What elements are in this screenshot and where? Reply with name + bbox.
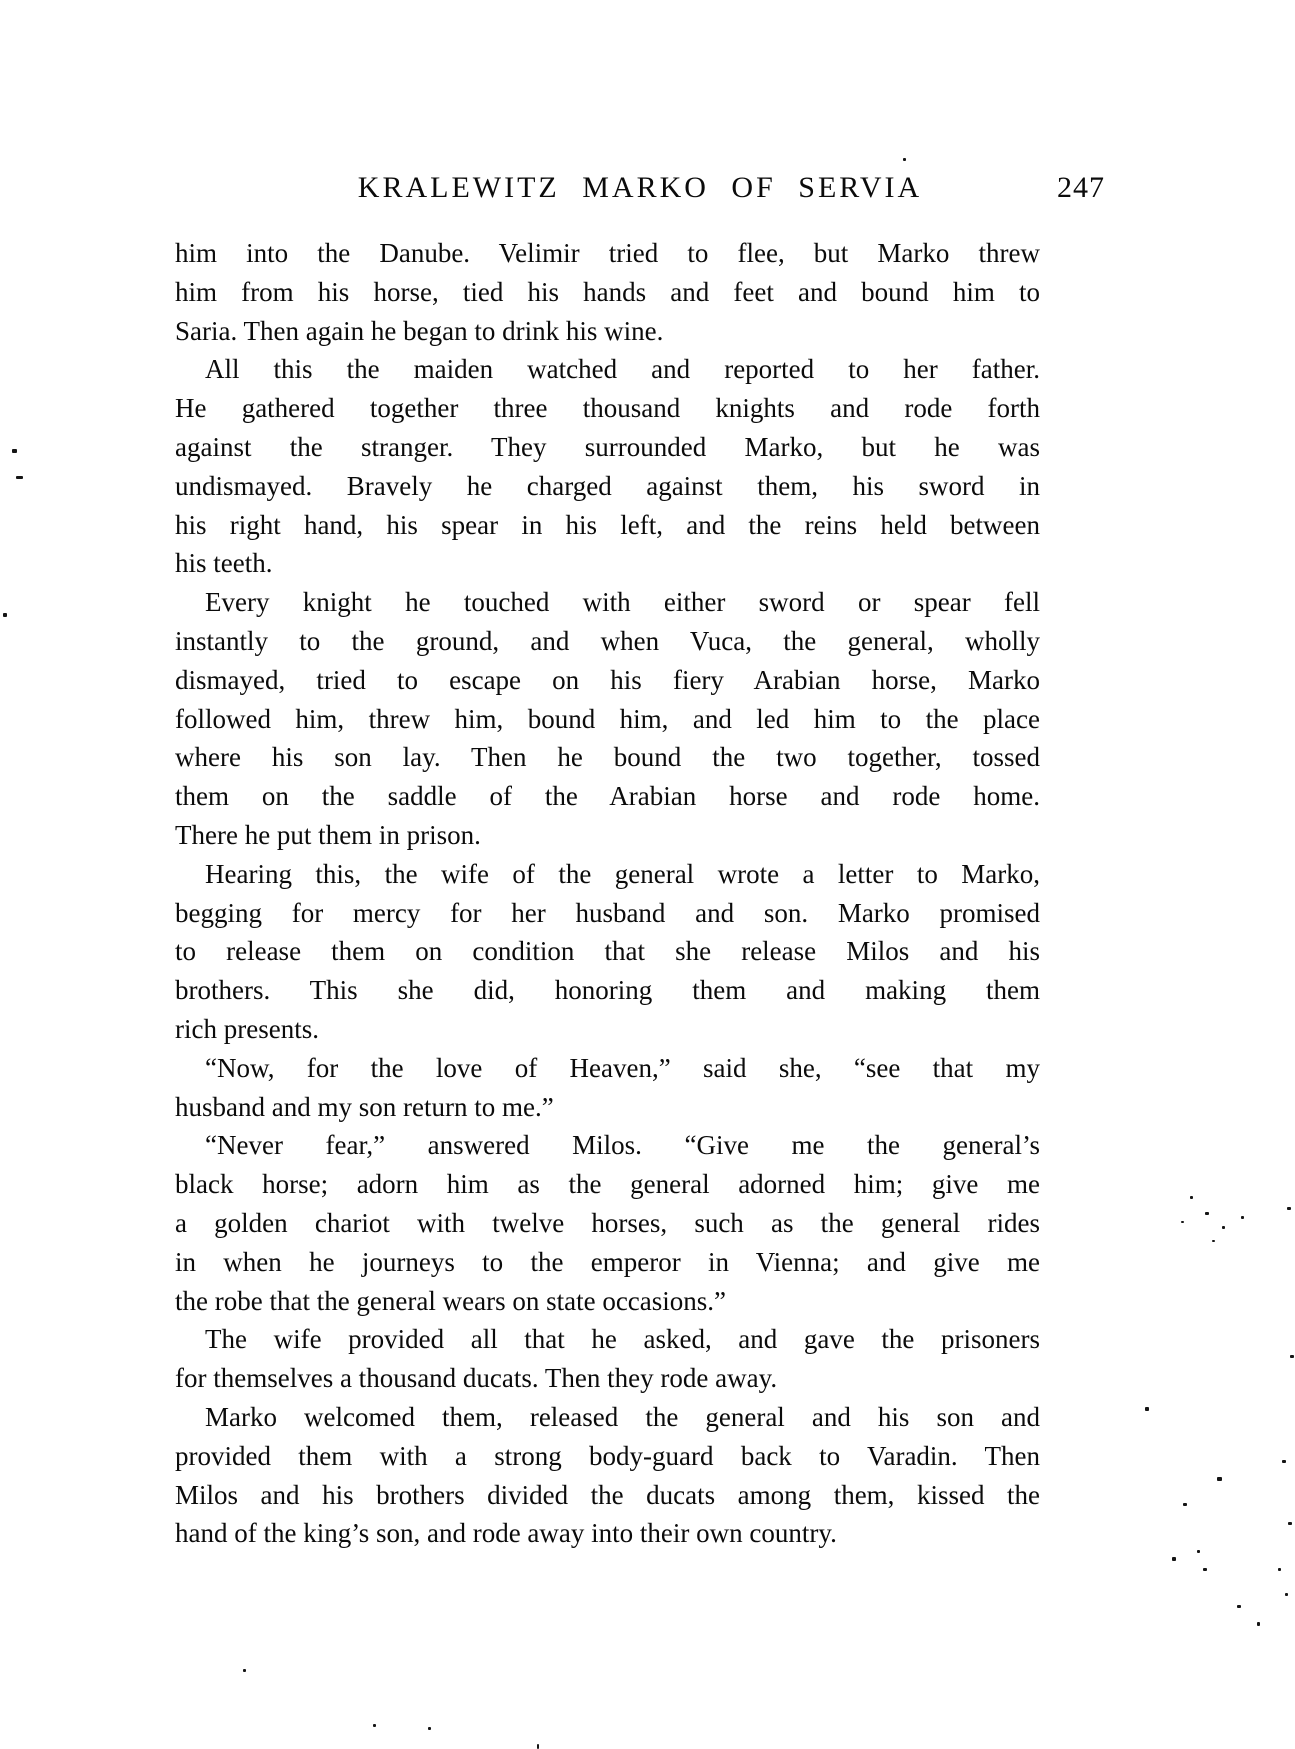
scan-speck bbox=[12, 449, 17, 453]
text-line: Marko welcomed them, released the general and his son and bbox=[205, 1401, 1040, 1432]
scan-speck bbox=[903, 158, 906, 161]
scan-speck bbox=[1287, 1207, 1291, 1210]
scan-speck bbox=[1190, 1196, 1193, 1199]
text-line: dismayed, tried to escape on his fiery Arabian horse, Marko bbox=[175, 664, 1040, 695]
text-line: him from his horse, tied his hands and feet and bound him to bbox=[175, 276, 1040, 307]
paragraph bbox=[175, 1398, 1040, 1553]
scan-speck bbox=[1203, 1568, 1207, 1571]
text-line: He gathered together three thousand knights and rode forth bbox=[175, 393, 1040, 424]
text-line: them on the saddle of the Arabian horse and rode home. bbox=[175, 781, 1040, 812]
paragraph bbox=[175, 350, 1040, 583]
scan-speck bbox=[1288, 1522, 1292, 1525]
scan-speck bbox=[537, 1744, 539, 1749]
paragraph bbox=[175, 234, 1040, 350]
scan-speck bbox=[243, 1669, 246, 1672]
text-line: followed him, threw him, bound him, and led him to the place bbox=[175, 703, 1040, 734]
scan-speck bbox=[16, 476, 23, 479]
page-number: 247 bbox=[1057, 171, 1105, 204]
scan-speck bbox=[1282, 1460, 1286, 1463]
scan-speck bbox=[373, 1724, 376, 1727]
running-head-title: KRALEWITZ MARKO OF SERVIA bbox=[357, 171, 923, 204]
scan-speck bbox=[1181, 1221, 1184, 1223]
scan-speck bbox=[1278, 1568, 1281, 1571]
text-line: begging for mercy for her husband and son. Marko promised bbox=[175, 897, 1040, 928]
text-line: for themselves a thousand ducats. Then they rode away. bbox=[175, 1363, 778, 1394]
text-line: instantly to the ground, and when Vuca, the general, wholly bbox=[175, 625, 1040, 656]
text-line: where his son lay. Then he bound the two together, tossed bbox=[175, 742, 1040, 773]
text-line: All this the maiden watched and reported to her father. bbox=[205, 354, 1040, 385]
text-line: his teeth. bbox=[175, 548, 273, 579]
paragraph bbox=[175, 1126, 1040, 1320]
text-line: “Never fear,” answered Milos. “Give me the general’s bbox=[205, 1130, 1040, 1161]
text-line: hand of the king’s son, and rode away into their own country. bbox=[175, 1518, 837, 1549]
text-line: There he put them in prison. bbox=[175, 819, 481, 850]
text-line: in when he journeys to the emperor in Vienna; and give me bbox=[175, 1246, 1040, 1277]
text-line: husband and my son return to me.” bbox=[175, 1091, 554, 1122]
scan-speck bbox=[1217, 1477, 1222, 1481]
scan-speck bbox=[1241, 1216, 1244, 1219]
scan-speck bbox=[1212, 1240, 1215, 1242]
text-line: “Now, for the love of Heaven,” said she, “see that my bbox=[205, 1052, 1040, 1083]
scan-speck bbox=[1222, 1226, 1225, 1229]
text-line: a golden chariot with twelve horses, such as the general rides bbox=[175, 1207, 1040, 1238]
text-line: undismayed. Bravely he charged against them, his sword in bbox=[175, 470, 1040, 501]
scan-speck bbox=[1172, 1557, 1176, 1561]
text-line: Every knight he touched with either sword or spear fell bbox=[205, 587, 1040, 618]
scan-speck bbox=[1197, 1550, 1200, 1553]
text-line: to release them on condition that she release Milos and his bbox=[175, 936, 1040, 967]
scan-speck bbox=[1183, 1503, 1187, 1506]
scan-speck bbox=[1205, 1212, 1209, 1215]
text-line: provided them with a strong body-guard back to Varadin. Then bbox=[175, 1440, 1040, 1471]
text-line: against the stranger. They surrounded Marko, but he was bbox=[175, 431, 1040, 462]
scan-speck bbox=[3, 613, 7, 617]
page-header bbox=[175, 168, 1105, 210]
text-line: rich presents. bbox=[175, 1013, 319, 1044]
text-line: the robe that the general wears on state occasions.” bbox=[175, 1285, 727, 1316]
scan-speck bbox=[428, 1727, 431, 1730]
text-line: Saria. Then again he began to drink his wine. bbox=[175, 315, 664, 346]
text-line: him into the Danube. Velimir tried to flee, but Marko threw bbox=[175, 238, 1040, 268]
paragraph bbox=[175, 1049, 1040, 1127]
text-line: brothers. This she did, honoring them and making them bbox=[175, 975, 1040, 1006]
text-line: his right hand, his spear in his left, and the reins held between bbox=[175, 509, 1040, 540]
scan-speck bbox=[1285, 1593, 1288, 1596]
body-text bbox=[175, 234, 1040, 1553]
text-line: Milos and his brothers divided the ducats among them, kissed the bbox=[175, 1479, 1040, 1510]
paragraph bbox=[175, 1320, 1040, 1398]
scan-speck bbox=[1290, 1355, 1294, 1358]
scan-speck bbox=[1145, 1407, 1149, 1411]
paragraph bbox=[175, 855, 1040, 1049]
scan-speck bbox=[1257, 1622, 1260, 1626]
text-line: The wife provided all that he asked, and gave the prisoners bbox=[205, 1324, 1040, 1355]
text-line: black horse; adorn him as the general adorned him; give me bbox=[175, 1169, 1040, 1200]
scan-speck bbox=[1237, 1605, 1241, 1608]
text-line: Hearing this, the wife of the general wrote a letter to Marko, bbox=[205, 858, 1040, 889]
paragraph bbox=[175, 583, 1040, 855]
